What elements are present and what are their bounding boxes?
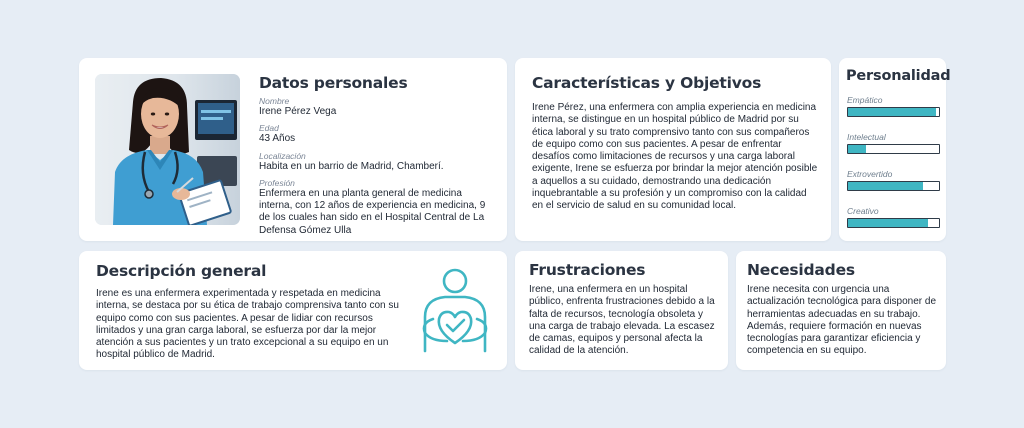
frustrations-text: Irene, una enfermera en un hospital público, enfrenta frustraciones debido a la falta de recursos, tecnología obsoleta y una carga de trabajo elevada. La escasez de camas, equipos y personal afecta la calidad de la atención.: [529, 284, 715, 357]
description-title: Descripción general: [96, 262, 267, 280]
trait-intellectual-fill: [848, 145, 866, 153]
frustrations-title: Frustraciones: [529, 261, 646, 279]
profile-photo: [95, 74, 240, 225]
field-age: [259, 123, 495, 145]
trait-intellectual-bar: [847, 144, 940, 154]
trait-intellectual-label: Intelectual: [847, 132, 886, 142]
trait-extroverted-bar: [847, 181, 940, 191]
personal-data-card: [79, 58, 507, 241]
field-age-value: 43 Años: [259, 133, 296, 145]
characteristics-title: Características y Objetivos: [532, 74, 762, 92]
characteristics-text: Irene Pérez, una enfermera con amplia experiencia en medicina interna, se distingue en un hospital público de Madrid por su ética laboral y su trato comprensivo tanto con sus compañeros de equipo como con sus pacientes. A pesar de enfrentar desafíos como limitaciones de recursos y una carga laboral exigente, Irene se esfuerza por brindar la mejor atención posible a aquellos a su cuidado, demostrando una dedicación inquebrantable a su profesión y un compromiso con la calidad en el servicio de salud en su comunidad local.: [532, 102, 818, 212]
field-name: [259, 96, 495, 118]
field-profession-label: Profesión: [259, 177, 295, 188]
personality-traits: [847, 95, 942, 243]
personality-title: Personalidad: [846, 68, 951, 84]
trait-extroverted: [847, 169, 942, 206]
field-profession-value: Enfermera en una planta general de medicina interna, con 12 años de experiencia en medicina, 9 de los cuales han sido en el Hospital Central de La Defensa Gómez Ulla: [259, 187, 486, 236]
field-age-label: Edad: [259, 123, 279, 134]
trait-empathic-label: Empático: [847, 95, 883, 105]
field-location: [259, 151, 495, 173]
personal-fields: [259, 96, 495, 242]
field-location-value: Habita en un barrio de Madrid, Chamberí.: [259, 160, 444, 172]
trait-intellectual: [847, 132, 942, 169]
description-card: [79, 251, 507, 370]
trait-creative-bar: [847, 218, 940, 228]
caregiver-heart-icon: [417, 267, 493, 358]
field-name-label: Nombre: [259, 96, 290, 106]
trait-extroverted-fill: [848, 182, 923, 190]
personal-data-title: Datos personales: [259, 74, 408, 92]
needs-text: Irene necesita con urgencia una actualización tecnológica para disponer de herramientas adecuadas en su trabajo. Además, requiere formación en nuevas tecnologías para garantizar eficiencia y competencia en su equipo.: [747, 284, 937, 357]
description-text: Irene es una enfermera experimentada y respetada en medicina interna, se destaca por su ética de trabajo comprensiva tanto con su equipo como con sus pacientes. A pesar de lidiar con recursos limitados y una gran carga laboral, se esfuerza por dar la mejor atención a sus pacientes y un trato excepcional a su equipo en un hospital público de Madrid.: [96, 288, 399, 361]
needs-title: Necesidades: [747, 261, 855, 279]
field-name-value: Irene Pérez Vega: [259, 106, 337, 117]
trait-empathic-bar: [847, 107, 940, 117]
trait-creative-label: Creativo: [847, 206, 879, 216]
frustrations-card: [515, 251, 728, 370]
trait-extroverted-label: Extrovertido: [847, 169, 893, 179]
needs-card: [736, 251, 946, 370]
trait-empathic-fill: [848, 108, 936, 116]
characteristics-card: [515, 58, 831, 241]
personality-card: [839, 58, 951, 241]
field-profession: [259, 178, 495, 237]
trait-empathic: [847, 95, 942, 132]
trait-creative: [847, 206, 942, 243]
trait-creative-fill: [848, 219, 928, 227]
field-location-label: Localización: [259, 150, 306, 161]
